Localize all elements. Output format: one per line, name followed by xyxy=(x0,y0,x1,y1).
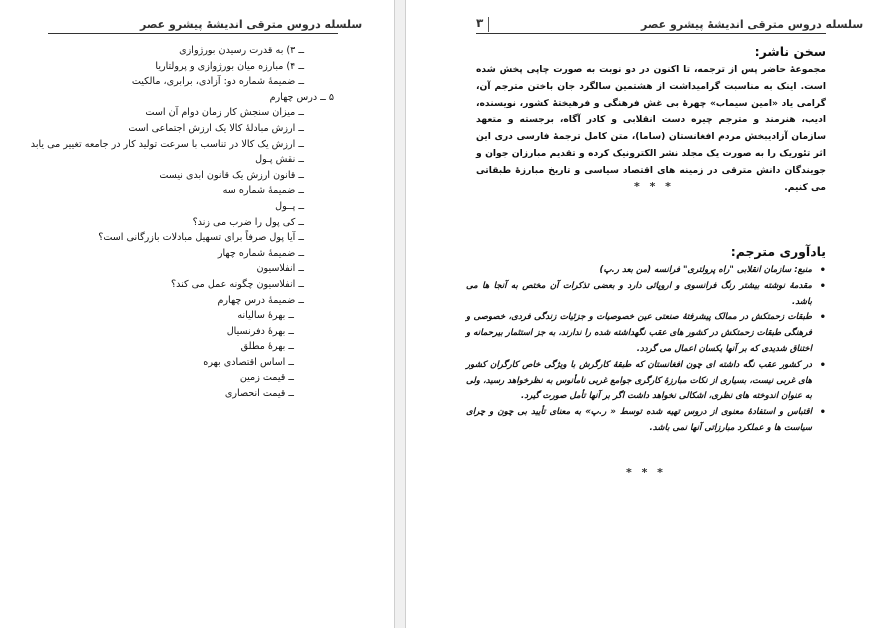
toc-entry: ــ ضمیمهٔ شماره چهار xyxy=(217,247,304,259)
toc-entry: ــ اساس اقتصادی بهره xyxy=(203,356,294,368)
toc-entry: ــ بهرهٔ دفرنسیال xyxy=(226,325,294,337)
translator-note-item: • اقتباس و استفادهٔ معنوی از دروس تهیه شده توسط « ر.پ» به معنای تأیید بی چون و چرای سیاست ها و عملکرد مبارزاتی آنها نمی باشد. xyxy=(466,405,826,437)
translator-notes-list xyxy=(466,263,826,437)
translator-note-item: • طبقات زحمتکش در ممالک پیشرفتهٔ صنعتی عین خصوصیات و جزئیات زندگی فردی، خصوصی و فرهنگی طبقات زحمتکش در کشور های عقب نگهداشته شده را ندارند، به جز استثمار بیرحمانه و اختناق شدیدی که بر آنها یکسان اعمال می گردد. xyxy=(466,310,826,357)
toc-entry: ــ ضمیمهٔ درس چهارم xyxy=(217,294,304,306)
translator-note-title: یادآوری مترجم: xyxy=(730,244,826,259)
section-separator: * * * xyxy=(626,466,666,479)
page-number: ۳ xyxy=(476,16,484,30)
toc-entry: ــ پــول xyxy=(275,200,304,212)
running-head: سلسله دروس مترقی اندیشهٔ پیشرو عصر xyxy=(140,18,363,31)
toc-entry: ــ آیا پول صرفاً برای تسهیل مبادلات بازرگانی است؟ xyxy=(98,232,304,244)
toc-entry: ــ ضمیمهٔ شماره سه xyxy=(222,185,304,197)
section-separator: * * * xyxy=(634,180,674,193)
toc-entry: ــ قیمت زمین xyxy=(239,372,294,384)
toc-entry: ــ قانون ارزش یک قانون ابدی نیست xyxy=(159,169,304,181)
toc-entry: ــ بهرهٔ مطلق xyxy=(240,341,294,353)
toc-entry: ــ بهرهٔ سالیانه xyxy=(237,310,294,322)
right-page xyxy=(405,0,896,628)
table-of-contents xyxy=(20,43,334,402)
page-number-divider xyxy=(488,17,489,32)
publisher-note-title: سخن ناشر: xyxy=(754,44,826,59)
toc-entry: ــ ارزش یک کالا در تناسب با سرعت تولید کار در جامعه تغییر می یابد xyxy=(30,138,304,150)
translator-note-item: • منبع: سازمان انقلابی "راه پرولتری" فرانسه (من بعد ر.پ) xyxy=(466,263,826,279)
toc-entry: ــ ۴) مبارزه میان بورژوازی و پرولتاریا xyxy=(155,60,304,72)
toc-entry: ــ قیمت انحصاری xyxy=(224,388,294,400)
publisher-note-text: مجموعهٔ حاضر پس از ترجمه، تا اکنون در دو نوبت به صورت چاپی پخش شده است. اینک به مناسبت گرامیداشت از هشتمین سالگرد جان باختن مترجم آن، گرامی یاد «امین سیماب» چهرهٔ بی غش فرهنگی و فرهیختهٔ کشور، نویسنده، ادیب، هنرمند و مترجم چیره دست انقلابی و کادر آگاه، برجسته و متعهد سازمان آزادیبخش مردم افغانستان (ساما)، متن کامل ترجمهٔ فارسی دری این اثر تئوریک را به صورت یک مجلد نشر الکترونیک کرده و تقدیم مبارزان جوان و جویندگان دانش مترقی در زمینه های اقتصاد سیاسی و تاریخ مبارزهٔ طبقاتی می کنیم. xyxy=(476,64,826,193)
running-head: سلسله دروس مترقی اندیشهٔ پیشرو عصر xyxy=(641,18,864,31)
toc-entry: ــ انفلاسیون xyxy=(256,263,304,275)
header-rule xyxy=(48,33,338,34)
toc-entry: ــ انفلاسیون چگونه عمل می کند؟ xyxy=(171,278,304,290)
toc-entry: ــ ۳) به قدرت رسیدن بورژوازی xyxy=(179,45,304,56)
toc-entry: ۵ ــ درس چهارم xyxy=(269,91,334,103)
left-page xyxy=(0,0,395,628)
header-rule xyxy=(476,33,826,34)
toc-entry: ــ ارزش مبادلهٔ کالا یک ارزش اجتماعی است xyxy=(128,122,304,134)
toc-entry: ــ نقش پـول xyxy=(255,154,304,166)
translator-note-item: • در کشور عقب نگه داشته ای چون افغانستان که طبقهٔ کارگرش با ویژگی خاص کارگران کشور های غربی نیست، بسیاری از نکات مبارزهٔ کارگری جوامع غربی نامأنوس به نظرخواهد رسید، ولی به عنوان اندوخته های نظری، اشکالی نخواهد داشت اگر بر آنها تأمل صورت گیرد. xyxy=(466,358,826,405)
toc-entry: ــ ضمیمهٔ شماره دو: آزادی، برابری، مالکیت xyxy=(131,76,304,88)
toc-entry: ــ میزان سنجش کار زمان دوام آن است xyxy=(145,107,304,119)
toc-entry: ــ کی پول را ضرب می زند؟ xyxy=(192,216,304,228)
translator-note-item: • مقدمهٔ نوشته بیشتر رنگ فرانسوی و اروپائی دارد و بعضی تذکرات آن مختص به آنجا ها می باشد. xyxy=(466,279,826,311)
